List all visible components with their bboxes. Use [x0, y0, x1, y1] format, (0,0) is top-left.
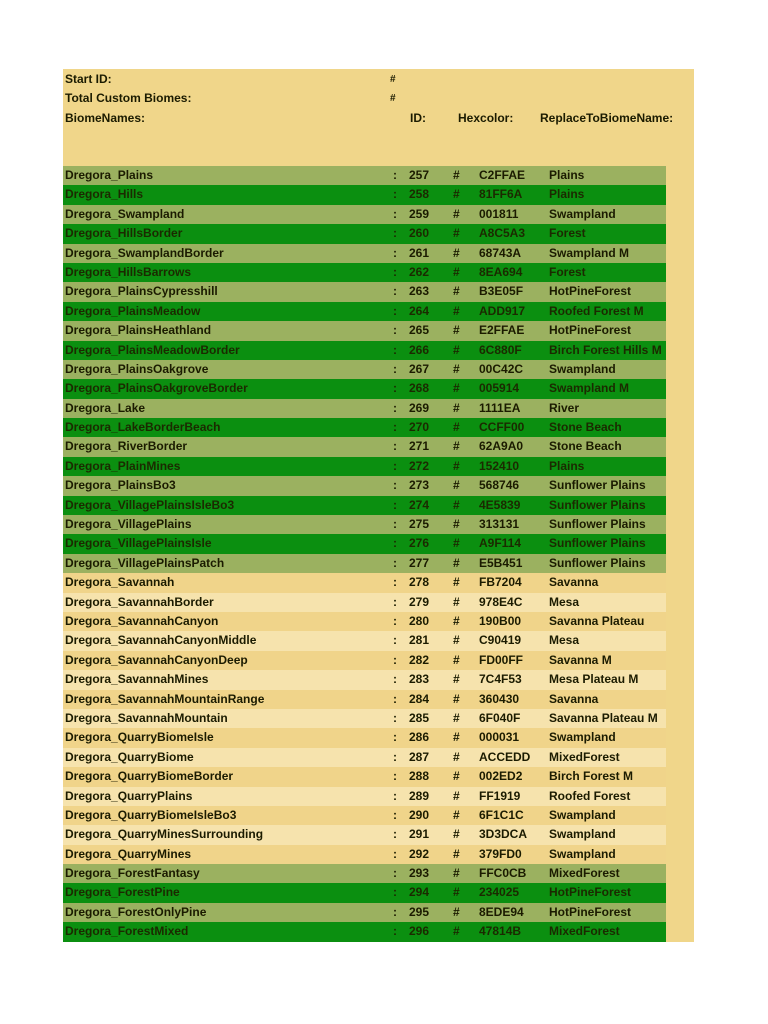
- biome-id-cell: 257: [409, 168, 430, 182]
- colon-cell: :: [393, 342, 397, 357]
- colon-cell: :: [393, 381, 397, 396]
- biome-name-cell: Dregora_Plains: [65, 168, 154, 182]
- hash-cell: #: [453, 497, 460, 512]
- biome-name-cell: Dregora_QuarryBiomeIsle: [65, 730, 214, 745]
- table-row[interactable]: [63, 709, 666, 728]
- colon-cell: :: [393, 284, 397, 299]
- table-row[interactable]: [63, 476, 666, 495]
- colon-cell: :: [393, 807, 397, 822]
- table-row[interactable]: [63, 224, 666, 243]
- replace-biome-cell: Savanna: [549, 691, 599, 706]
- hexcolor-cell: 568746: [479, 478, 520, 493]
- table-row[interactable]: [63, 748, 666, 767]
- replace-biome-cell: Mesa Plateau M: [549, 672, 639, 687]
- table-row[interactable]: [63, 593, 666, 612]
- replace-biome-cell: MixedForest: [549, 866, 620, 881]
- hexcolor-cell: 360430: [479, 691, 520, 706]
- colon-cell: :: [393, 924, 397, 939]
- table-row[interactable]: [63, 185, 666, 204]
- biome-name-cell: Dregora_HillsBorder: [65, 226, 183, 241]
- biome-id-cell: 270: [409, 420, 430, 435]
- hexcolor-cell: E2FFAE: [479, 323, 525, 338]
- replace-biome-cell: HotPineForest: [549, 323, 632, 338]
- biome-id-cell: 273: [409, 478, 430, 493]
- biome-name-cell: Dregora_SavannahMountain: [65, 710, 228, 725]
- replace-biome-cell: Stone Beach: [549, 420, 622, 435]
- biome-name-cell: Dregora_RiverBorder: [65, 439, 188, 454]
- biome-id-cell: 288: [409, 769, 430, 784]
- replace-biome-cell: Sunflower Plains: [549, 536, 646, 551]
- replace-biome-cell: Savanna: [549, 575, 599, 590]
- table-row[interactable]: [63, 883, 666, 902]
- table-row[interactable]: [63, 399, 666, 418]
- colon-cell: :: [393, 187, 397, 202]
- spreadsheet-sheet: [63, 69, 694, 942]
- biome-id-cell: 292: [409, 846, 430, 861]
- hash-cell: #: [453, 613, 460, 628]
- hexcolor-cell: A8C5A3: [479, 226, 526, 241]
- hexcolor-cell: FFC0CB: [479, 866, 527, 881]
- colon-cell: :: [393, 846, 397, 861]
- colon-cell: :: [393, 788, 397, 803]
- table-row[interactable]: [63, 767, 666, 786]
- biome-id-cell: 296: [409, 924, 430, 939]
- biome-name-cell: Dregora_PlainsOakgroveBorder: [65, 381, 248, 396]
- biome-name-cell: Dregora_Lake: [65, 400, 146, 415]
- biome-id-cell: 265: [409, 323, 430, 338]
- biome-name-cell: Dregora_QuarryBiomeIsleBo3: [65, 807, 237, 822]
- biome-id-cell: 259: [409, 206, 430, 221]
- table-row[interactable]: [63, 341, 666, 360]
- hash-cell: #: [453, 691, 460, 706]
- replace-biome-cell: Roofed Forest: [549, 788, 631, 803]
- table-row[interactable]: [63, 360, 666, 379]
- colon-cell: :: [393, 633, 397, 648]
- biome-name-cell: Dregora_PlainsOakgrove: [65, 361, 209, 376]
- table-row[interactable]: [63, 282, 666, 301]
- hash-cell: #: [453, 517, 460, 532]
- table-row[interactable]: [63, 787, 666, 806]
- hash-cell: #: [453, 439, 460, 454]
- biome-id-cell: 267: [409, 361, 430, 376]
- table-row[interactable]: [63, 612, 666, 631]
- biome-name-cell: Dregora_PlainsHeathland: [65, 323, 212, 338]
- hexcolor-cell: 4E5839: [479, 497, 521, 512]
- biome-name-cell: Dregora_PlainsBo3: [65, 478, 176, 493]
- biome-id-cell: 283: [409, 672, 430, 687]
- colon-cell: :: [393, 206, 397, 221]
- hexcolor-cell: B3E05F: [479, 284, 524, 299]
- hexcolor-cell: A9F114: [479, 536, 522, 551]
- biome-id-cell: 262: [409, 264, 430, 279]
- biome-id-cell: 260: [409, 226, 430, 241]
- table-row[interactable]: [63, 825, 666, 844]
- hexcolor-cell: 81FF6A: [479, 187, 523, 202]
- colon-cell: :: [393, 439, 397, 454]
- biome-name-cell: Dregora_QuarryPlains: [65, 788, 193, 803]
- biome-name-cell: Dregora_Swampland: [65, 206, 185, 221]
- biome-name-cell: Dregora_PlainsMeadowBorder: [65, 342, 240, 357]
- hexcolor-cell: 000031: [479, 730, 520, 745]
- id-column-header: ID:: [410, 111, 426, 125]
- replace-biome-cell: River: [549, 400, 580, 415]
- biome-id-cell: 284: [409, 691, 430, 706]
- hash-cell: #: [453, 323, 460, 338]
- table-row[interactable]: [63, 515, 666, 534]
- hexcolor-cell: 8EA694: [479, 264, 523, 279]
- biome-id-cell: 280: [409, 613, 430, 628]
- replace-biome-cell: Plains: [549, 187, 585, 202]
- table-row[interactable]: [63, 845, 666, 864]
- biome-name-cell: Dregora_VillagePlains: [65, 517, 192, 532]
- replace-biome-cell: Savanna M: [549, 652, 612, 667]
- biome-name-cell: Dregora_SavannahMountainRange: [65, 691, 265, 706]
- hexcolor-cell: 47814B: [479, 924, 522, 939]
- hexcolor-cell: ADD917: [479, 303, 526, 318]
- hash-cell: #: [453, 575, 460, 590]
- colon-cell: :: [393, 536, 397, 551]
- table-row[interactable]: [63, 690, 666, 709]
- hash-cell: #: [453, 420, 460, 435]
- hexcolor-cell: 8EDE94: [479, 904, 524, 919]
- biome-name-cell: Dregora_SavannahCanyon: [65, 613, 219, 628]
- table-row[interactable]: [63, 534, 666, 553]
- biome-name-cell: Dregora_Hills: [65, 187, 144, 202]
- biome-names-header: BiomeNames:: [65, 111, 146, 125]
- hash-cell: #: [453, 652, 460, 667]
- colon-cell: :: [393, 361, 397, 376]
- biome-id-cell: 281: [409, 633, 430, 648]
- biome-name-cell: Dregora_PlainsCypresshill: [65, 284, 218, 299]
- replace-biome-cell: Sunflower Plains: [549, 497, 646, 512]
- hash-cell: #: [453, 555, 460, 570]
- replace-biome-cell: Swampland: [549, 730, 616, 745]
- hexcolor-cell: 234025: [479, 885, 520, 900]
- biome-name-cell: Dregora_ForestPine: [65, 885, 180, 900]
- table-row[interactable]: [63, 437, 666, 456]
- table-row[interactable]: [63, 244, 666, 263]
- biome-name-cell: Dregora_SavannahCanyonMiddle: [65, 633, 257, 648]
- biome-name-cell: Dregora_HillsBarrows: [65, 264, 192, 279]
- hash-cell: #: [453, 400, 460, 415]
- hexcolor-cell: 3D3DCA: [479, 827, 528, 842]
- biome-id-cell: 272: [409, 458, 430, 473]
- biome-id-cell: 294: [409, 885, 430, 900]
- biome-name-cell: Dregora_QuarryBiomeBorder: [65, 769, 234, 784]
- colon-cell: :: [393, 226, 397, 241]
- hash-cell: #: [453, 264, 460, 279]
- hexcolor-cell: 190B00: [479, 613, 522, 628]
- hexcolor-cell: 6F1C1C: [479, 807, 524, 822]
- biome-id-cell: 276: [409, 536, 430, 551]
- replace-biome-cell: Swampland: [549, 206, 616, 221]
- header-row-total: [63, 89, 694, 108]
- replace-biome-cell: MixedForest: [549, 924, 620, 939]
- colon-cell: :: [393, 264, 397, 279]
- column-header-row: [63, 109, 694, 128]
- colon-cell: :: [393, 904, 397, 919]
- colon-cell: :: [393, 866, 397, 881]
- replace-biome-cell: Birch Forest Hills M: [549, 342, 662, 357]
- hexcolor-cell: 005914: [479, 381, 520, 396]
- colon-cell: :: [393, 245, 397, 260]
- hash-cell: #: [453, 594, 460, 609]
- replace-biome-cell: Savanna Plateau: [549, 613, 645, 628]
- table-row[interactable]: [63, 457, 666, 476]
- replace-biome-cell: Swampland: [549, 846, 616, 861]
- replace-biome-cell: Swampland M: [549, 381, 630, 396]
- hexcolor-cell: 001811: [479, 206, 519, 221]
- replace-biome-cell: Birch Forest M: [549, 769, 634, 784]
- hash-cell: #: [453, 885, 460, 900]
- hexcolor-cell: 1111EA: [479, 400, 521, 415]
- replace-biome-cell: Mesa: [549, 633, 580, 648]
- biome-id-cell: 269: [409, 400, 430, 415]
- biome-id-cell: 290: [409, 807, 430, 822]
- table-row[interactable]: [63, 651, 666, 670]
- biome-name-cell: Dregora_Savannah: [65, 575, 175, 590]
- table-row[interactable]: [63, 205, 666, 224]
- biome-id-cell: 295: [409, 904, 430, 919]
- colon-cell: :: [393, 497, 397, 512]
- biome-name-cell: Dregora_SavannahBorder: [65, 594, 214, 609]
- hexcolor-cell: 62A9A0: [479, 439, 524, 454]
- hexcolor-cell: 7C4F53: [479, 672, 522, 687]
- table-row[interactable]: [63, 670, 666, 689]
- biome-name-cell: Dregora_QuarryMinesSurrounding: [65, 827, 264, 842]
- table-row[interactable]: [63, 166, 666, 185]
- colon-cell: :: [393, 652, 397, 667]
- hexcolor-cell: 313131: [479, 517, 520, 532]
- colon-cell: :: [393, 400, 397, 415]
- hash-cell: #: [453, 846, 460, 861]
- biome-name-cell: Dregora_VillagePlainsPatch: [65, 555, 225, 570]
- colon-cell: :: [393, 323, 397, 338]
- colon-cell: :: [393, 517, 397, 532]
- hexcolor-cell: 68743A: [479, 245, 522, 260]
- hexcolor-cell: FD00FF: [479, 652, 524, 667]
- hexcolor-cell: 379FD0: [479, 846, 522, 861]
- hash-cell: #: [453, 458, 460, 473]
- biome-id-cell: 289: [409, 788, 430, 803]
- hash-cell: #: [453, 381, 460, 396]
- biome-id-cell: 274: [409, 497, 430, 512]
- hash-cell: #: [453, 710, 460, 725]
- hash-cell: #: [453, 633, 460, 648]
- colon-cell: :: [393, 478, 397, 493]
- biome-id-cell: 285: [409, 710, 430, 725]
- hexcolor-cell: FF1919: [479, 788, 521, 803]
- replace-biome-cell: Plains: [549, 168, 585, 182]
- replace-biome-cell: Swampland: [549, 807, 616, 822]
- colon-cell: :: [393, 885, 397, 900]
- biome-table: [63, 166, 666, 942]
- biome-id-cell: 275: [409, 517, 430, 532]
- hexcolor-cell: 6C880F: [479, 342, 522, 357]
- hexcolor-cell: 6F040F: [479, 710, 521, 725]
- colon-cell: :: [393, 420, 397, 435]
- colon-cell: :: [393, 710, 397, 725]
- biome-id-cell: 279: [409, 594, 430, 609]
- biome-id-cell: 278: [409, 575, 430, 590]
- replace-biome-cell: Mesa: [549, 594, 580, 609]
- start-id-hash: #: [390, 74, 396, 85]
- biome-name-cell: Dregora_SavannahCanyonDeep: [65, 652, 248, 667]
- colon-cell: :: [393, 594, 397, 609]
- hexcolor-cell: 002ED2: [479, 769, 523, 784]
- hash-cell: #: [453, 206, 460, 221]
- biome-id-cell: 277: [409, 555, 430, 570]
- hexcolor-cell: C2FFAE: [479, 168, 526, 182]
- hexcolor-cell: 978E4C: [479, 594, 523, 609]
- replace-biome-cell: Sunflower Plains: [549, 478, 646, 493]
- colon-cell: :: [393, 749, 397, 764]
- hash-cell: #: [453, 303, 460, 318]
- hexcolor-cell: 152410: [479, 458, 520, 473]
- hash-cell: #: [453, 904, 460, 919]
- colon-cell: :: [393, 827, 397, 842]
- biome-name-cell: Dregora_LakeBorderBeach: [65, 420, 221, 435]
- replace-biome-cell: MixedForest: [549, 749, 620, 764]
- hexcolor-column-header: Hexcolor:: [458, 111, 514, 125]
- table-row[interactable]: [63, 922, 666, 941]
- biome-name-cell: Dregora_ForestOnlyPine: [65, 904, 207, 919]
- colon-cell: :: [393, 575, 397, 590]
- biome-id-cell: 258: [409, 187, 430, 202]
- replace-biome-cell: Roofed Forest M: [549, 303, 644, 318]
- biome-name-cell: Dregora_ForestMixed: [65, 924, 189, 939]
- hash-cell: #: [453, 672, 460, 687]
- colon-cell: :: [393, 555, 397, 570]
- biome-name-cell: Dregora_VillagePlainsIsleBo3: [65, 497, 235, 512]
- biome-id-cell: 271: [409, 439, 430, 454]
- hash-cell: #: [453, 788, 460, 803]
- table-row[interactable]: [63, 321, 666, 340]
- table-row[interactable]: [63, 728, 666, 747]
- biome-name-cell: Dregora_VillagePlainsIsle: [65, 536, 212, 551]
- biome-id-cell: 286: [409, 730, 430, 745]
- replace-biome-cell: HotPineForest: [549, 284, 632, 299]
- hash-cell: #: [453, 730, 460, 745]
- table-row[interactable]: [63, 496, 666, 515]
- hash-cell: #: [453, 226, 460, 241]
- hash-cell: #: [453, 361, 460, 376]
- table-row[interactable]: [63, 302, 666, 321]
- table-row[interactable]: [63, 806, 666, 825]
- start-id-label: Start ID:: [65, 72, 112, 86]
- hash-cell: #: [453, 749, 460, 764]
- replace-biome-cell: Forest: [549, 264, 586, 279]
- hash-cell: #: [453, 536, 460, 551]
- colon-cell: :: [393, 769, 397, 784]
- biome-id-cell: 282: [409, 652, 430, 667]
- colon-cell: :: [393, 458, 397, 473]
- table-row[interactable]: [63, 418, 666, 437]
- hash-cell: #: [453, 827, 460, 842]
- colon-cell: :: [393, 613, 397, 628]
- replace-biome-cell: HotPineForest: [549, 904, 632, 919]
- biome-id-cell: 268: [409, 381, 430, 396]
- biome-name-cell: Dregora_PlainMines: [65, 458, 181, 473]
- biome-name-cell: Dregora_ForestFantasy: [65, 866, 200, 881]
- hash-cell: #: [453, 866, 460, 881]
- table-row[interactable]: [63, 263, 666, 282]
- replace-biome-cell: Forest: [549, 226, 586, 241]
- biome-name-cell: Dregora_SwamplandBorder: [65, 245, 224, 260]
- replace-biome-cell: Stone Beach: [549, 439, 622, 454]
- hexcolor-cell: 00C42C: [479, 361, 524, 376]
- replace-biome-cell: Sunflower Plains: [549, 555, 646, 570]
- biome-id-cell: 264: [409, 303, 430, 318]
- hash-cell: #: [453, 342, 460, 357]
- table-row[interactable]: [63, 554, 666, 573]
- total-biomes-label: Total Custom Biomes:: [65, 91, 192, 105]
- biome-id-cell: 261: [409, 245, 430, 260]
- biome-name-cell: Dregora_QuarryMines: [65, 846, 192, 861]
- replace-biome-cell: Swampland M: [549, 245, 630, 260]
- hash-cell: #: [453, 807, 460, 822]
- hexcolor-cell: CCFF00: [479, 420, 525, 435]
- hash-cell: #: [453, 187, 460, 202]
- header-row-start-id: [63, 70, 694, 89]
- table-row[interactable]: [63, 903, 666, 922]
- hexcolor-cell: FB7204: [479, 575, 522, 590]
- colon-cell: :: [393, 168, 397, 182]
- biome-name-cell: Dregora_SavannahMines: [65, 672, 209, 687]
- replace-biome-cell: Sunflower Plains: [549, 517, 646, 532]
- table-row[interactable]: [63, 864, 666, 883]
- replace-column-header: ReplaceToBiomeName:: [540, 111, 674, 125]
- replace-biome-cell: HotPineForest: [549, 885, 632, 900]
- colon-cell: :: [393, 691, 397, 706]
- hexcolor-cell: ACCEDD: [479, 749, 531, 764]
- hash-cell: #: [453, 924, 460, 939]
- biome-id-cell: 287: [409, 749, 430, 764]
- biome-id-cell: 291: [409, 827, 430, 842]
- hash-cell: #: [453, 284, 460, 299]
- biome-name-cell: Dregora_PlainsMeadow: [65, 303, 201, 318]
- biome-id-cell: 263: [409, 284, 430, 299]
- hash-cell: #: [453, 168, 460, 182]
- hash-cell: #: [453, 769, 460, 784]
- hexcolor-cell: E5B451: [479, 555, 523, 570]
- colon-cell: :: [393, 303, 397, 318]
- hash-cell: #: [453, 245, 460, 260]
- replace-biome-cell: Savanna Plateau M: [549, 710, 658, 725]
- replace-biome-cell: Swampland: [549, 361, 616, 376]
- table-row[interactable]: [63, 573, 666, 592]
- replace-biome-cell: Swampland: [549, 827, 616, 842]
- hexcolor-cell: C90419: [479, 633, 522, 648]
- colon-cell: :: [393, 730, 397, 745]
- replace-biome-cell: Plains: [549, 458, 585, 473]
- colon-cell: :: [393, 672, 397, 687]
- total-biomes-hash: #: [390, 93, 396, 104]
- hash-cell: #: [453, 478, 460, 493]
- biome-name-cell: Dregora_QuarryBiome: [65, 749, 194, 764]
- table-row[interactable]: [63, 631, 666, 650]
- table-row[interactable]: [63, 379, 666, 398]
- biome-id-cell: 293: [409, 866, 430, 881]
- biome-id-cell: 266: [409, 342, 430, 357]
